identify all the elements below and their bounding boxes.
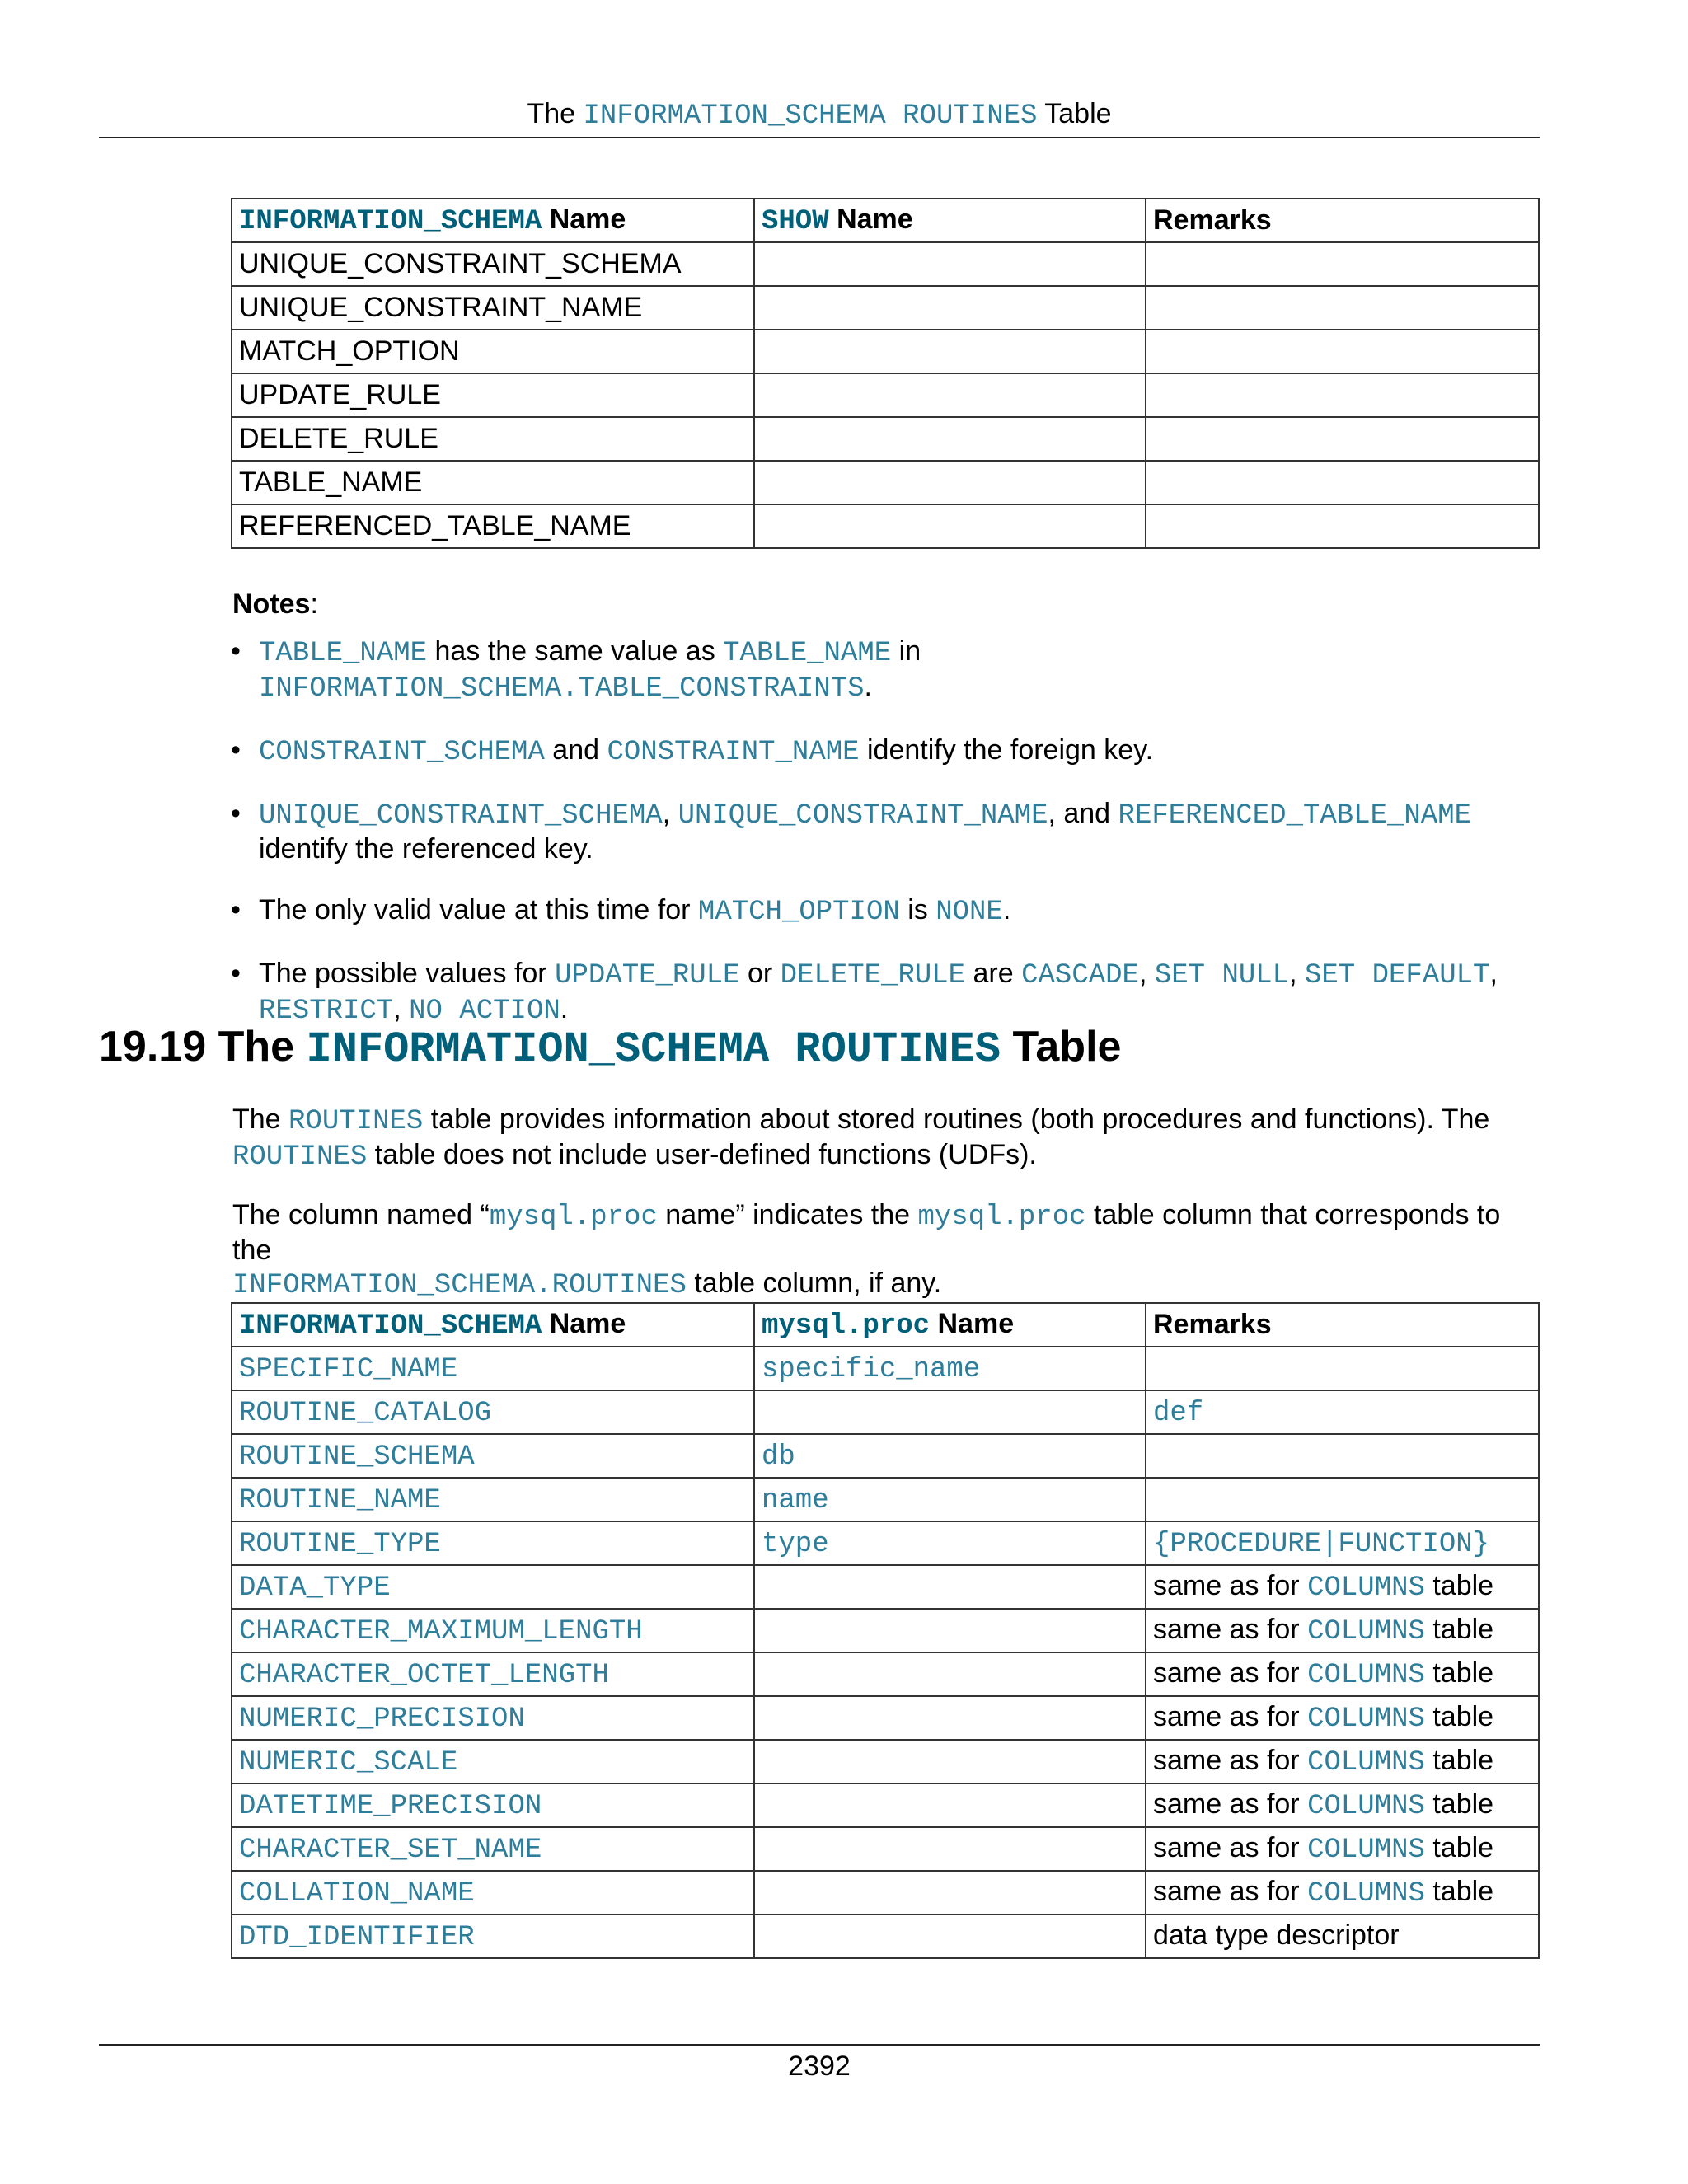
table-cell: DTD_IDENTIFIER	[232, 1915, 754, 1958]
page-number: 2392	[788, 2050, 851, 2082]
routines-table	[231, 1302, 1540, 1959]
table-row	[232, 242, 1539, 286]
table-row	[232, 461, 1539, 504]
section-heading: 19.19 The INFORMATION_SCHEMA ROUTINES Table	[99, 1023, 1122, 1074]
header-cell-information-schema-name: INFORMATION_SCHEMA Name	[232, 1303, 754, 1347]
bullet-icon: •	[231, 894, 241, 926]
table-cell	[1146, 330, 1539, 373]
table-cell: COLLATION_NAME	[232, 1871, 754, 1915]
header-pre: The	[527, 98, 576, 129]
table-cell	[754, 1871, 1146, 1915]
table-cell: same as for COLUMNS table	[1146, 1609, 1539, 1652]
header-cell-information-schema-name: INFORMATION_SCHEMA Name	[232, 199, 754, 242]
table-cell: UNIQUE_CONSTRAINT_NAME	[232, 286, 754, 330]
table-cell: MATCH_OPTION	[232, 330, 754, 373]
table-row	[232, 1740, 1539, 1783]
list-item: • CONSTRAINT_SCHEMA and CONSTRAINT_NAME identify the foreign key.	[231, 734, 1154, 768]
table-cell: ROUTINE_TYPE	[232, 1521, 754, 1565]
table-cell	[754, 1390, 1146, 1434]
list-item: • The only valid value at this time for MATCH_OPTION is NONE.	[231, 894, 1011, 928]
table-cell	[1146, 286, 1539, 330]
header-post: Table	[1044, 98, 1112, 129]
header-cell-remarks: Remarks	[1146, 199, 1539, 242]
table-cell: DELETE_RULE	[232, 417, 754, 461]
table-cell: ROUTINE_CATALOG	[232, 1390, 754, 1434]
table-row	[232, 417, 1539, 461]
table-row	[232, 1827, 1539, 1871]
table-cell: TABLE_NAME	[232, 461, 754, 504]
table-cell	[754, 1827, 1146, 1871]
table-cell	[1146, 1434, 1539, 1478]
table-row	[232, 330, 1539, 373]
table-cell: DATA_TYPE	[232, 1565, 754, 1609]
table-cell: CHARACTER_MAXIMUM_LENGTH	[232, 1609, 754, 1652]
list-item: • TABLE_NAME has the same value as TABLE_NAME in INFORMATION_SCHEMA.TABLE_CONSTRAINTS.	[231, 635, 921, 705]
table-row	[232, 1783, 1539, 1827]
table-cell: {PROCEDURE|FUNCTION}	[1146, 1521, 1539, 1565]
table-row	[232, 1390, 1539, 1434]
table-cell	[1146, 242, 1539, 286]
header-cell-remarks: Remarks	[1146, 1303, 1539, 1347]
table-cell: same as for COLUMNS table	[1146, 1871, 1539, 1915]
table-cell: ROUTINE_SCHEMA	[232, 1434, 754, 1478]
table-cell	[754, 1565, 1146, 1609]
table-header-row	[232, 199, 1539, 242]
table-row	[232, 504, 1539, 548]
table-cell	[754, 1652, 1146, 1696]
table-cell	[754, 1915, 1146, 1958]
key-column-usage-table	[231, 198, 1540, 549]
table-cell: name	[754, 1478, 1146, 1521]
table-cell: same as for COLUMNS table	[1146, 1565, 1539, 1609]
table-cell: UNIQUE_CONSTRAINT_SCHEMA	[232, 242, 754, 286]
table-row	[232, 1521, 1539, 1565]
header-cell-mysql-proc-name: mysql.proc Name	[754, 1303, 1146, 1347]
bullet-icon: •	[231, 635, 241, 667]
table-row	[232, 286, 1539, 330]
table-cell: SPECIFIC_NAME	[232, 1347, 754, 1390]
notes-list	[231, 635, 1541, 1056]
table-cell: specific_name	[754, 1347, 1146, 1390]
table-cell: CHARACTER_SET_NAME	[232, 1827, 754, 1871]
table-cell	[1146, 1347, 1539, 1390]
table-row	[232, 1915, 1539, 1958]
table-cell: same as for COLUMNS table	[1146, 1652, 1539, 1696]
table-cell	[754, 1740, 1146, 1783]
table-cell: NUMERIC_SCALE	[232, 1740, 754, 1783]
table-cell	[1146, 504, 1539, 548]
table-cell	[754, 286, 1146, 330]
header-cell-show-name: SHOW Name	[754, 199, 1146, 242]
table-cell	[754, 1696, 1146, 1740]
table-cell: UPDATE_RULE	[232, 373, 754, 417]
table-cell	[754, 330, 1146, 373]
table-header-row	[232, 1303, 1539, 1347]
table-cell: data type descriptor	[1146, 1915, 1539, 1958]
table-row	[232, 1434, 1539, 1478]
table-cell: type	[754, 1521, 1146, 1565]
table-row	[232, 1609, 1539, 1652]
running-header	[99, 97, 1540, 133]
table-cell: same as for COLUMNS table	[1146, 1740, 1539, 1783]
list-item: • UNIQUE_CONSTRAINT_SCHEMA, UNIQUE_CONSTRAINT_NAME, and REFERENCED_TABLE_NAME identify the referenced key.	[231, 798, 1472, 865]
table-cell	[754, 504, 1146, 548]
column-mapping-paragraph: The column named “mysql.proc name” indicates the mysql.proc table column that corresponds to the INFORMATION_SCHEMA.ROUTINES table column, if any.	[232, 1199, 1501, 1301]
table-cell	[754, 1783, 1146, 1827]
table-cell	[754, 373, 1146, 417]
table-row	[232, 1565, 1539, 1609]
table-cell: same as for COLUMNS table	[1146, 1783, 1539, 1827]
table-cell	[754, 461, 1146, 504]
table-cell	[1146, 461, 1539, 504]
table-cell	[1146, 373, 1539, 417]
table-cell: same as for COLUMNS table	[1146, 1696, 1539, 1740]
table-row	[232, 1347, 1539, 1390]
table-cell: NUMERIC_PRECISION	[232, 1696, 754, 1740]
table-cell: def	[1146, 1390, 1539, 1434]
table-cell	[1146, 1478, 1539, 1521]
table-cell	[754, 417, 1146, 461]
table-cell	[1146, 417, 1539, 461]
notes-heading: Notes:	[232, 588, 318, 620]
table-row	[232, 1696, 1539, 1740]
table-row	[232, 1478, 1539, 1521]
table-cell: REFERENCED_TABLE_NAME	[232, 504, 754, 548]
bullet-icon: •	[231, 798, 241, 829]
footer-rule	[99, 2044, 1540, 2046]
table-cell: same as for COLUMNS table	[1146, 1827, 1539, 1871]
table-row	[232, 1652, 1539, 1696]
header-rule	[99, 137, 1540, 138]
table-cell: DATETIME_PRECISION	[232, 1783, 754, 1827]
bullet-icon: •	[231, 958, 241, 989]
list-item: • The possible values for UPDATE_RULE or DELETE_RULE are CASCADE, SET NULL, SET DEFAULT, RESTRICT, NO ACTION.	[231, 958, 1498, 1027]
header-code: INFORMATION_SCHEMA ROUTINES	[583, 101, 1038, 132]
table-cell: CHARACTER_OCTET_LENGTH	[232, 1652, 754, 1696]
table-cell	[754, 1609, 1146, 1652]
table-row	[232, 373, 1539, 417]
table-row	[232, 1871, 1539, 1915]
table-cell: db	[754, 1434, 1146, 1478]
bullet-icon: •	[231, 734, 241, 766]
intro-paragraph: The ROUTINES table provides information about stored routines (both procedures and functions). The ROUTINES table does not include user-defined functions (UDFs).	[232, 1104, 1490, 1173]
table-cell: ROUTINE_NAME	[232, 1478, 754, 1521]
table-cell	[754, 242, 1146, 286]
